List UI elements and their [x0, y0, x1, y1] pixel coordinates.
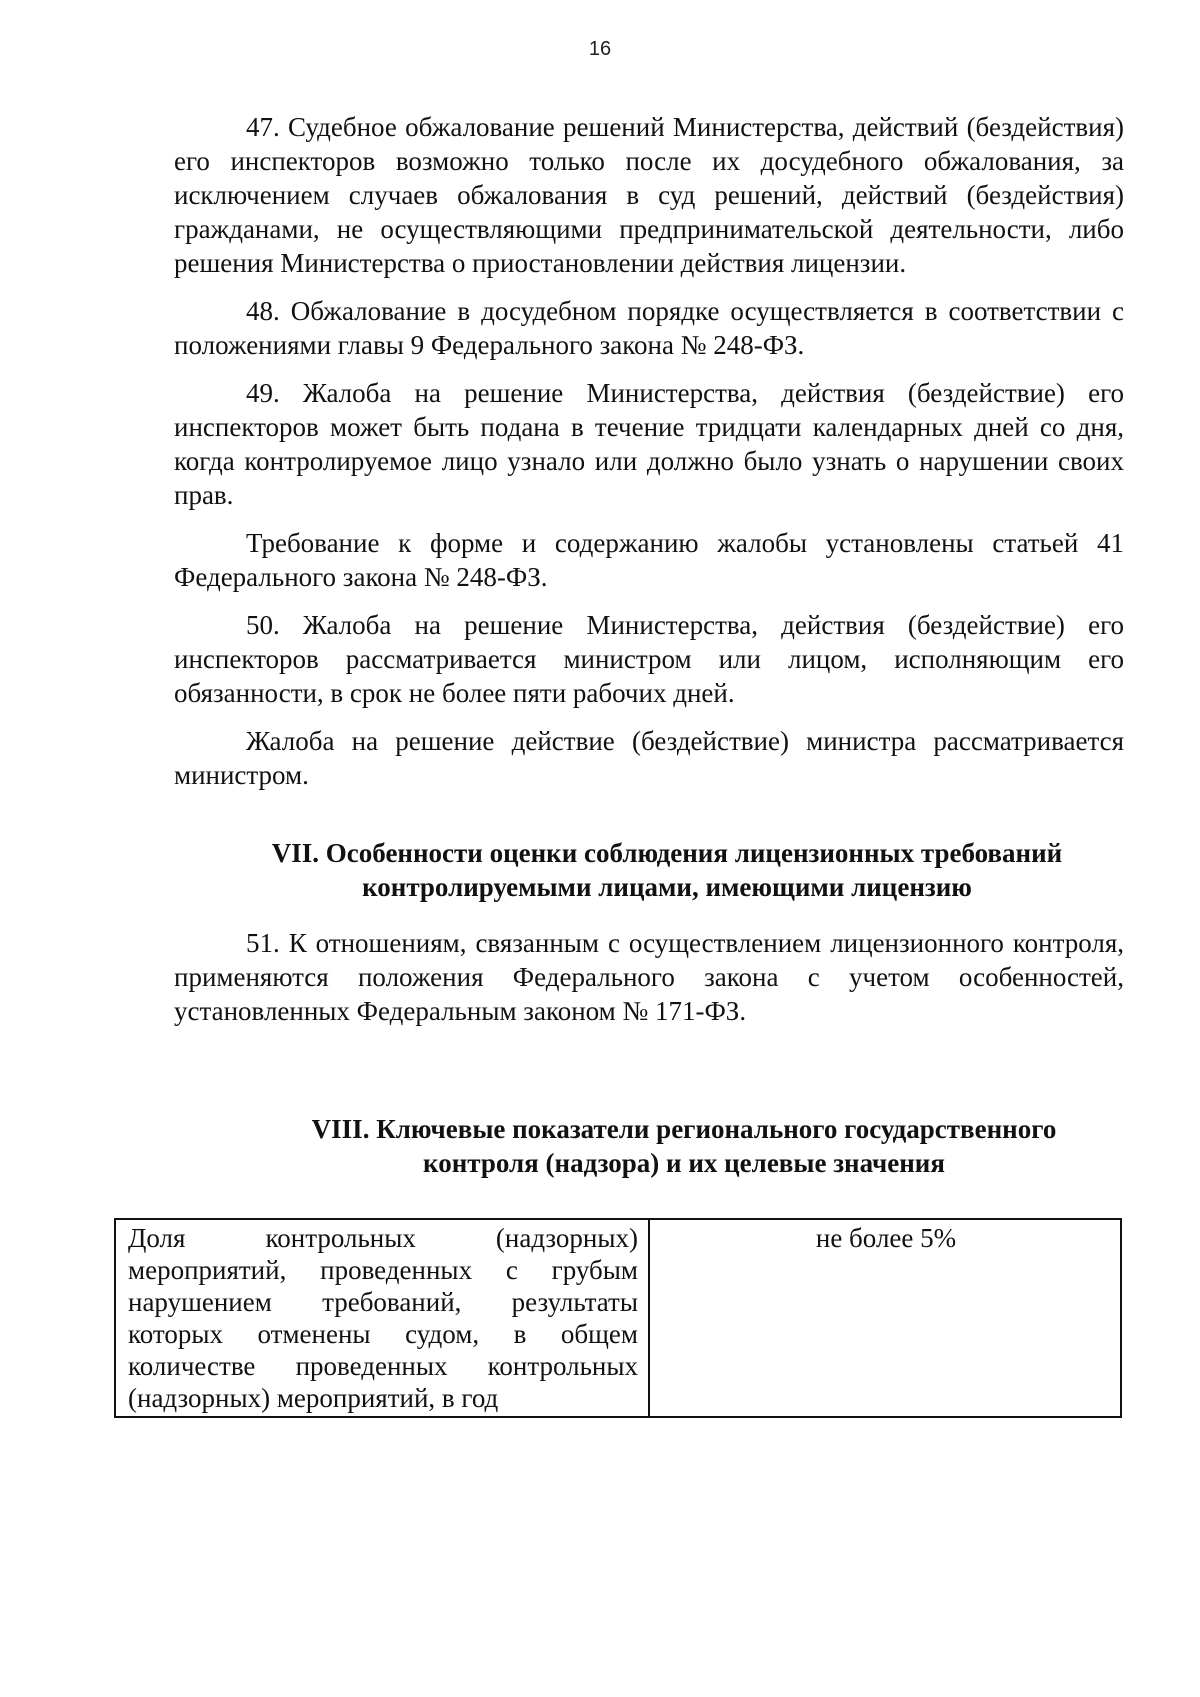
section-8-heading-line-1: VIII. Ключевые показатели регионального государственного	[311, 1114, 1057, 1144]
section-8-heading	[174, 1112, 1124, 1180]
paragraph-47: 47. Судебное обжалование решений Министерства, действий (бездействия) его инспекторов возможно только после их досудебного обжалования, за исключением случаев обжалования в суд решений, действий (бездействия) гражданами, не осуществляющими предпринимательской деятельности, либо решения Министерства о приостановлении действия лицензии.	[174, 112, 1124, 278]
paragraph-complaint-form: Требование к форме и содержанию жалобы установлены статьей 41 Федерального закона № 248-ФЗ.	[174, 528, 1124, 592]
key-indicators-table	[114, 1218, 1122, 1418]
paragraph-minister-complaint: Жалоба на решение действие (бездействие) министра рассматривается министром.	[174, 726, 1124, 790]
section-7-heading-line-2: контролируемыми лицами, имеющими лицензию	[362, 872, 972, 902]
indicator-cell: Доля контрольных (надзорных) мероприятий, проведенных с грубым нарушением требований, результаты которых отменены судом, в общем количестве проведенных контрольных (надзорных) мероприятий, в год	[115, 1219, 649, 1417]
paragraph-49: 49. Жалоба на решение Министерства, действия (бездействие) его инспекторов может быть подана в течение тридцати календарных дней со дня, когда контролируемое лицо узнало или должно было узнать о нарушении своих прав.	[174, 378, 1124, 510]
document-body	[128, 110, 1124, 1418]
table-row	[115, 1219, 1121, 1417]
paragraph-48: 48. Обжалование в досудебном порядке осуществляется в соответствии с положениями главы 9 Федерального закона № 248-ФЗ.	[174, 296, 1124, 360]
section-8-heading-line-2: контроля (надзора) и их целевые значения	[423, 1148, 945, 1178]
section-7-heading	[174, 836, 1124, 904]
target-value-cell: не более 5%	[649, 1219, 1121, 1417]
paragraph-51: 51. К отношениям, связанным с осуществлением лицензионного контроля, применяются положения Федерального закона с учетом особенностей, установленных Федеральным законом № 171-ФЗ.	[174, 928, 1124, 1026]
paragraph-50: 50. Жалоба на решение Министерства, действия (бездействие) его инспекторов рассматривается министром или лицом, исполняющим его обязанности, в срок не более пяти рабочих дней.	[174, 610, 1124, 708]
section-7-heading-line-1: VII. Особенности оценки соблюдения лицензионных требований	[271, 838, 1063, 868]
page-number: 16	[588, 38, 612, 60]
